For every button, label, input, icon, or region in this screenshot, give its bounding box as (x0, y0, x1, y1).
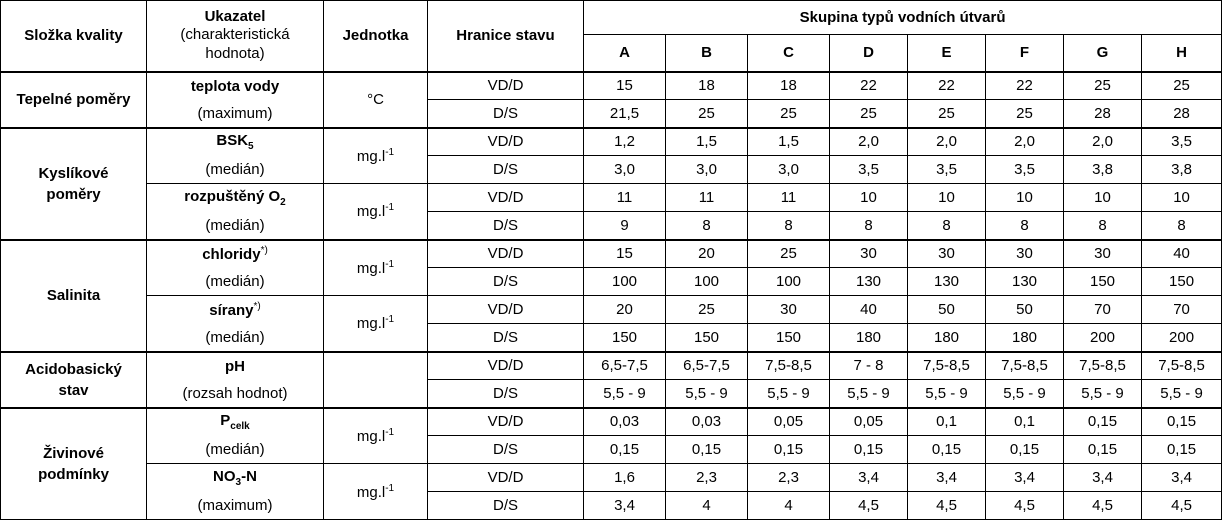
value-cell-b: 5,5 - 9 (666, 380, 748, 408)
indicator-name-text: P (220, 412, 231, 429)
indicator-name-text: pH (225, 357, 245, 375)
indicator-name-text: NO (213, 467, 236, 485)
unit-cell (324, 296, 428, 352)
value-cell-d: 3,5 (830, 156, 908, 184)
value-cell-b: 2,3 (666, 464, 748, 492)
value-cell-e: 2,0 (908, 128, 986, 156)
table-row (1, 492, 1222, 520)
value-cell-h: 10 (1142, 184, 1222, 212)
value-cell-b: 25 (666, 296, 748, 324)
value-cell-f: 4,5 (986, 492, 1064, 520)
value-cell-g: 200 (1064, 324, 1142, 352)
value-cell-h: 0,15 (1142, 436, 1222, 464)
value-cell-h: 150 (1142, 268, 1222, 296)
value-cell-f: 8 (986, 212, 1064, 240)
value-cell-g: 10 (1064, 184, 1142, 212)
value-cell-g: 2,0 (1064, 128, 1142, 156)
value-cell-d: 25 (830, 100, 908, 128)
indicator-name (147, 128, 324, 156)
table-row (1, 212, 1222, 240)
indicator-characteristic: (maximum) (147, 100, 324, 128)
value-cell-b: 6,5-7,5 (666, 352, 748, 380)
value-cell-d: 40 (830, 296, 908, 324)
value-cell-e: 4,5 (908, 492, 986, 520)
value-cell-e: 8 (908, 212, 986, 240)
table-row (1, 380, 1222, 408)
value-cell-g: 0,15 (1064, 408, 1142, 436)
value-cell-f: 3,4 (986, 464, 1064, 492)
boundary-cell: D/S (428, 492, 584, 520)
value-cell-c: 7,5-8,5 (748, 352, 830, 380)
header-indicator (147, 1, 324, 72)
header-group-d: D (830, 35, 908, 72)
value-cell-a: 1,2 (584, 128, 666, 156)
value-cell-h: 8 (1142, 212, 1222, 240)
value-cell-e: 22 (908, 72, 986, 100)
unit-text: mg.l (356, 203, 386, 221)
value-cell-a: 3,4 (584, 492, 666, 520)
value-cell-e: 7,5-8,5 (908, 352, 986, 380)
value-cell-b: 4 (666, 492, 748, 520)
value-cell-e: 130 (908, 268, 986, 296)
indicator-name-text: rozpuštěný O (184, 187, 281, 205)
value-cell-f: 50 (986, 296, 1064, 324)
boundary-cell: D/S (428, 212, 584, 240)
header-unit: Jednotka (324, 1, 428, 72)
value-cell-e: 10 (908, 184, 986, 212)
value-cell-h: 200 (1142, 324, 1222, 352)
value-cell-h: 0,15 (1142, 408, 1222, 436)
value-cell-e: 50 (908, 296, 986, 324)
value-cell-b: 0,15 (666, 436, 748, 464)
indicator-characteristic: (medián) (147, 324, 324, 352)
table-row (1, 464, 1222, 492)
unit-text: mg.l (356, 259, 386, 277)
value-cell-g: 3,8 (1064, 156, 1142, 184)
table-row (1, 240, 1222, 268)
table-row (1, 100, 1222, 128)
unit-cell (324, 128, 428, 184)
indicator-name-text: BSK (216, 132, 249, 149)
value-cell-g: 25 (1064, 72, 1142, 100)
indicator-characteristic: (medián) (147, 436, 324, 464)
value-cell-g: 150 (1064, 268, 1142, 296)
table-row (1, 352, 1222, 380)
value-cell-d: 3,4 (830, 464, 908, 492)
value-cell-c: 0,05 (748, 408, 830, 436)
value-cell-f: 7,5-8,5 (986, 352, 1064, 380)
value-cell-c: 3,0 (748, 156, 830, 184)
value-cell-d: 4,5 (830, 492, 908, 520)
boundary-cell: D/S (428, 380, 584, 408)
boundary-cell: D/S (428, 324, 584, 352)
value-cell-b: 18 (666, 72, 748, 100)
boundary-cell: VD/D (428, 352, 584, 380)
value-cell-g: 5,5 - 9 (1064, 380, 1142, 408)
value-cell-a: 20 (584, 296, 666, 324)
value-cell-e: 30 (908, 240, 986, 268)
unit-cell (324, 184, 428, 240)
unit-cell (324, 408, 428, 464)
value-cell-d: 30 (830, 240, 908, 268)
value-cell-g: 8 (1064, 212, 1142, 240)
value-cell-c: 4 (748, 492, 830, 520)
value-cell-b: 150 (666, 324, 748, 352)
boundary-cell: VD/D (428, 240, 584, 268)
value-cell-f: 25 (986, 100, 1064, 128)
value-cell-e: 5,5 - 9 (908, 380, 986, 408)
value-cell-e: 25 (908, 100, 986, 128)
value-cell-h: 28 (1142, 100, 1222, 128)
boundary-cell: VD/D (428, 408, 584, 436)
value-cell-f: 5,5 - 9 (986, 380, 1064, 408)
value-cell-f: 180 (986, 324, 1064, 352)
indicator-characteristic: (medián) (147, 156, 324, 184)
unit-exponent: -1 (385, 482, 395, 494)
value-cell-h: 40 (1142, 240, 1222, 268)
header-boundary: Hranice stavu (428, 1, 584, 72)
indicator-name-subscript: 5 (248, 141, 254, 152)
value-cell-d: 180 (830, 324, 908, 352)
header-group-g: G (1064, 35, 1142, 72)
unit-text: °C (367, 91, 384, 108)
header-indicator-title: Ukazatel (204, 8, 266, 26)
value-cell-h: 4,5 (1142, 492, 1222, 520)
value-cell-g: 30 (1064, 240, 1142, 268)
indicator-name (147, 296, 324, 324)
boundary-cell: D/S (428, 436, 584, 464)
value-cell-d: 0,15 (830, 436, 908, 464)
quality-component: Salinita (1, 240, 147, 352)
unit-exponent: -1 (385, 202, 395, 214)
header-indicator-sub: (charakteristická hodnota) (180, 26, 290, 63)
boundary-cell: D/S (428, 268, 584, 296)
value-cell-b: 20 (666, 240, 748, 268)
value-cell-e: 180 (908, 324, 986, 352)
indicator-name (147, 408, 324, 436)
unit-exponent: -1 (385, 426, 395, 438)
value-cell-b: 1,5 (666, 128, 748, 156)
value-cell-c: 100 (748, 268, 830, 296)
table-row (1, 72, 1222, 100)
footnote-mark: *) (253, 300, 261, 312)
indicator-name (147, 72, 324, 100)
value-cell-f: 3,5 (986, 156, 1064, 184)
indicator-characteristic: (rozsah hodnot) (147, 380, 324, 408)
value-cell-a: 11 (584, 184, 666, 212)
value-cell-d: 130 (830, 268, 908, 296)
table-row (1, 324, 1222, 352)
value-cell-b: 11 (666, 184, 748, 212)
boundary-cell: VD/D (428, 72, 584, 100)
quality-component: Živinové podmínky (1, 408, 147, 520)
value-cell-f: 2,0 (986, 128, 1064, 156)
value-cell-h: 70 (1142, 296, 1222, 324)
value-cell-c: 11 (748, 184, 830, 212)
value-cell-h: 5,5 - 9 (1142, 380, 1222, 408)
value-cell-f: 0,1 (986, 408, 1064, 436)
value-cell-d: 2,0 (830, 128, 908, 156)
value-cell-f: 30 (986, 240, 1064, 268)
value-cell-a: 5,5 - 9 (584, 380, 666, 408)
value-cell-b: 25 (666, 100, 748, 128)
value-cell-f: 0,15 (986, 436, 1064, 464)
value-cell-d: 22 (830, 72, 908, 100)
quality-component: Tepelné poměry (1, 72, 147, 128)
value-cell-a: 1,6 (584, 464, 666, 492)
table-row (1, 408, 1222, 436)
header-component: Složka kvality (1, 1, 147, 72)
table-row (1, 296, 1222, 324)
value-cell-c: 25 (748, 100, 830, 128)
unit-cell (324, 464, 428, 520)
value-cell-g: 3,4 (1064, 464, 1142, 492)
unit-text: mg.l (356, 147, 386, 165)
value-cell-h: 3,5 (1142, 128, 1222, 156)
indicator-characteristic: (maximum) (147, 492, 324, 520)
value-cell-a: 15 (584, 72, 666, 100)
unit-cell (324, 352, 428, 408)
value-cell-f: 22 (986, 72, 1064, 100)
boundary-cell: D/S (428, 156, 584, 184)
value-cell-c: 150 (748, 324, 830, 352)
unit-exponent: -1 (385, 314, 395, 326)
value-cell-b: 8 (666, 212, 748, 240)
header-group: Skupina typů vodních útvarů (584, 1, 1222, 35)
value-cell-f: 130 (986, 268, 1064, 296)
value-cell-c: 8 (748, 212, 830, 240)
unit-text: mg.l (356, 427, 386, 445)
value-cell-d: 0,05 (830, 408, 908, 436)
value-cell-c: 25 (748, 240, 830, 268)
value-cell-d: 8 (830, 212, 908, 240)
quality-component: Acidobasický stav (1, 352, 147, 408)
indicator-name-text: teplota vody (190, 77, 280, 95)
table-row (1, 268, 1222, 296)
value-cell-e: 0,1 (908, 408, 986, 436)
value-cell-c: 18 (748, 72, 830, 100)
indicator-characteristic: (medián) (147, 212, 324, 240)
value-cell-b: 100 (666, 268, 748, 296)
value-cell-g: 28 (1064, 100, 1142, 128)
table-row (1, 128, 1222, 156)
table-row (1, 156, 1222, 184)
header-group-h: H (1142, 35, 1222, 72)
boundary-cell: VD/D (428, 128, 584, 156)
header-group-b: B (666, 35, 748, 72)
value-cell-a: 100 (584, 268, 666, 296)
footnote-mark: *) (260, 245, 268, 256)
indicator-name (147, 184, 324, 212)
value-cell-c: 30 (748, 296, 830, 324)
value-cell-g: 70 (1064, 296, 1142, 324)
indicator-name-subscript: 2 (280, 196, 286, 208)
value-cell-d: 7 - 8 (830, 352, 908, 380)
unit-text: mg.l (356, 315, 386, 333)
value-cell-b: 3,0 (666, 156, 748, 184)
indicator-characteristic: (medián) (147, 268, 324, 296)
table-row (1, 436, 1222, 464)
unit-cell (324, 240, 428, 296)
header-group-c: C (748, 35, 830, 72)
boundary-cell: VD/D (428, 296, 584, 324)
value-cell-d: 10 (830, 184, 908, 212)
indicator-name (147, 464, 324, 492)
value-cell-b: 0,03 (666, 408, 748, 436)
value-cell-c: 1,5 (748, 128, 830, 156)
value-cell-e: 3,4 (908, 464, 986, 492)
unit-text: mg.l (356, 483, 386, 501)
unit-exponent: -1 (385, 146, 395, 158)
header-group-a: A (584, 35, 666, 72)
header-group-e: E (908, 35, 986, 72)
boundary-cell: VD/D (428, 184, 584, 212)
quality-component: Kyslíkové poměry (1, 128, 147, 240)
indicator-name-text: sírany (209, 301, 254, 319)
value-cell-c: 5,5 - 9 (748, 380, 830, 408)
value-cell-h: 25 (1142, 72, 1222, 100)
value-cell-d: 5,5 - 9 (830, 380, 908, 408)
value-cell-a: 21,5 (584, 100, 666, 128)
value-cell-a: 0,15 (584, 436, 666, 464)
value-cell-g: 0,15 (1064, 436, 1142, 464)
indicator-name-subscript: 3 (235, 476, 242, 488)
indicator-name (147, 352, 324, 380)
value-cell-e: 3,5 (908, 156, 986, 184)
value-cell-g: 7,5-8,5 (1064, 352, 1142, 380)
value-cell-c: 0,15 (748, 436, 830, 464)
value-cell-a: 15 (584, 240, 666, 268)
value-cell-a: 0,03 (584, 408, 666, 436)
indicator-name-subscript: celk (230, 421, 250, 432)
value-cell-h: 3,8 (1142, 156, 1222, 184)
value-cell-g: 4,5 (1064, 492, 1142, 520)
value-cell-h: 7,5-8,5 (1142, 352, 1222, 380)
header-group-f: F (986, 35, 1064, 72)
boundary-cell: D/S (428, 100, 584, 128)
value-cell-a: 6,5-7,5 (584, 352, 666, 380)
value-cell-a: 150 (584, 324, 666, 352)
indicator-name-text: chloridy (202, 246, 261, 263)
value-cell-a: 3,0 (584, 156, 666, 184)
unit-exponent: -1 (385, 258, 395, 270)
value-cell-f: 10 (986, 184, 1064, 212)
indicator-name (147, 240, 324, 268)
unit-cell (324, 72, 428, 128)
value-cell-h: 3,4 (1142, 464, 1222, 492)
indicator-name-suffix: -N (241, 467, 257, 485)
boundary-cell: VD/D (428, 464, 584, 492)
value-cell-e: 0,15 (908, 436, 986, 464)
table-row (1, 184, 1222, 212)
value-cell-c: 2,3 (748, 464, 830, 492)
value-cell-a: 9 (584, 212, 666, 240)
